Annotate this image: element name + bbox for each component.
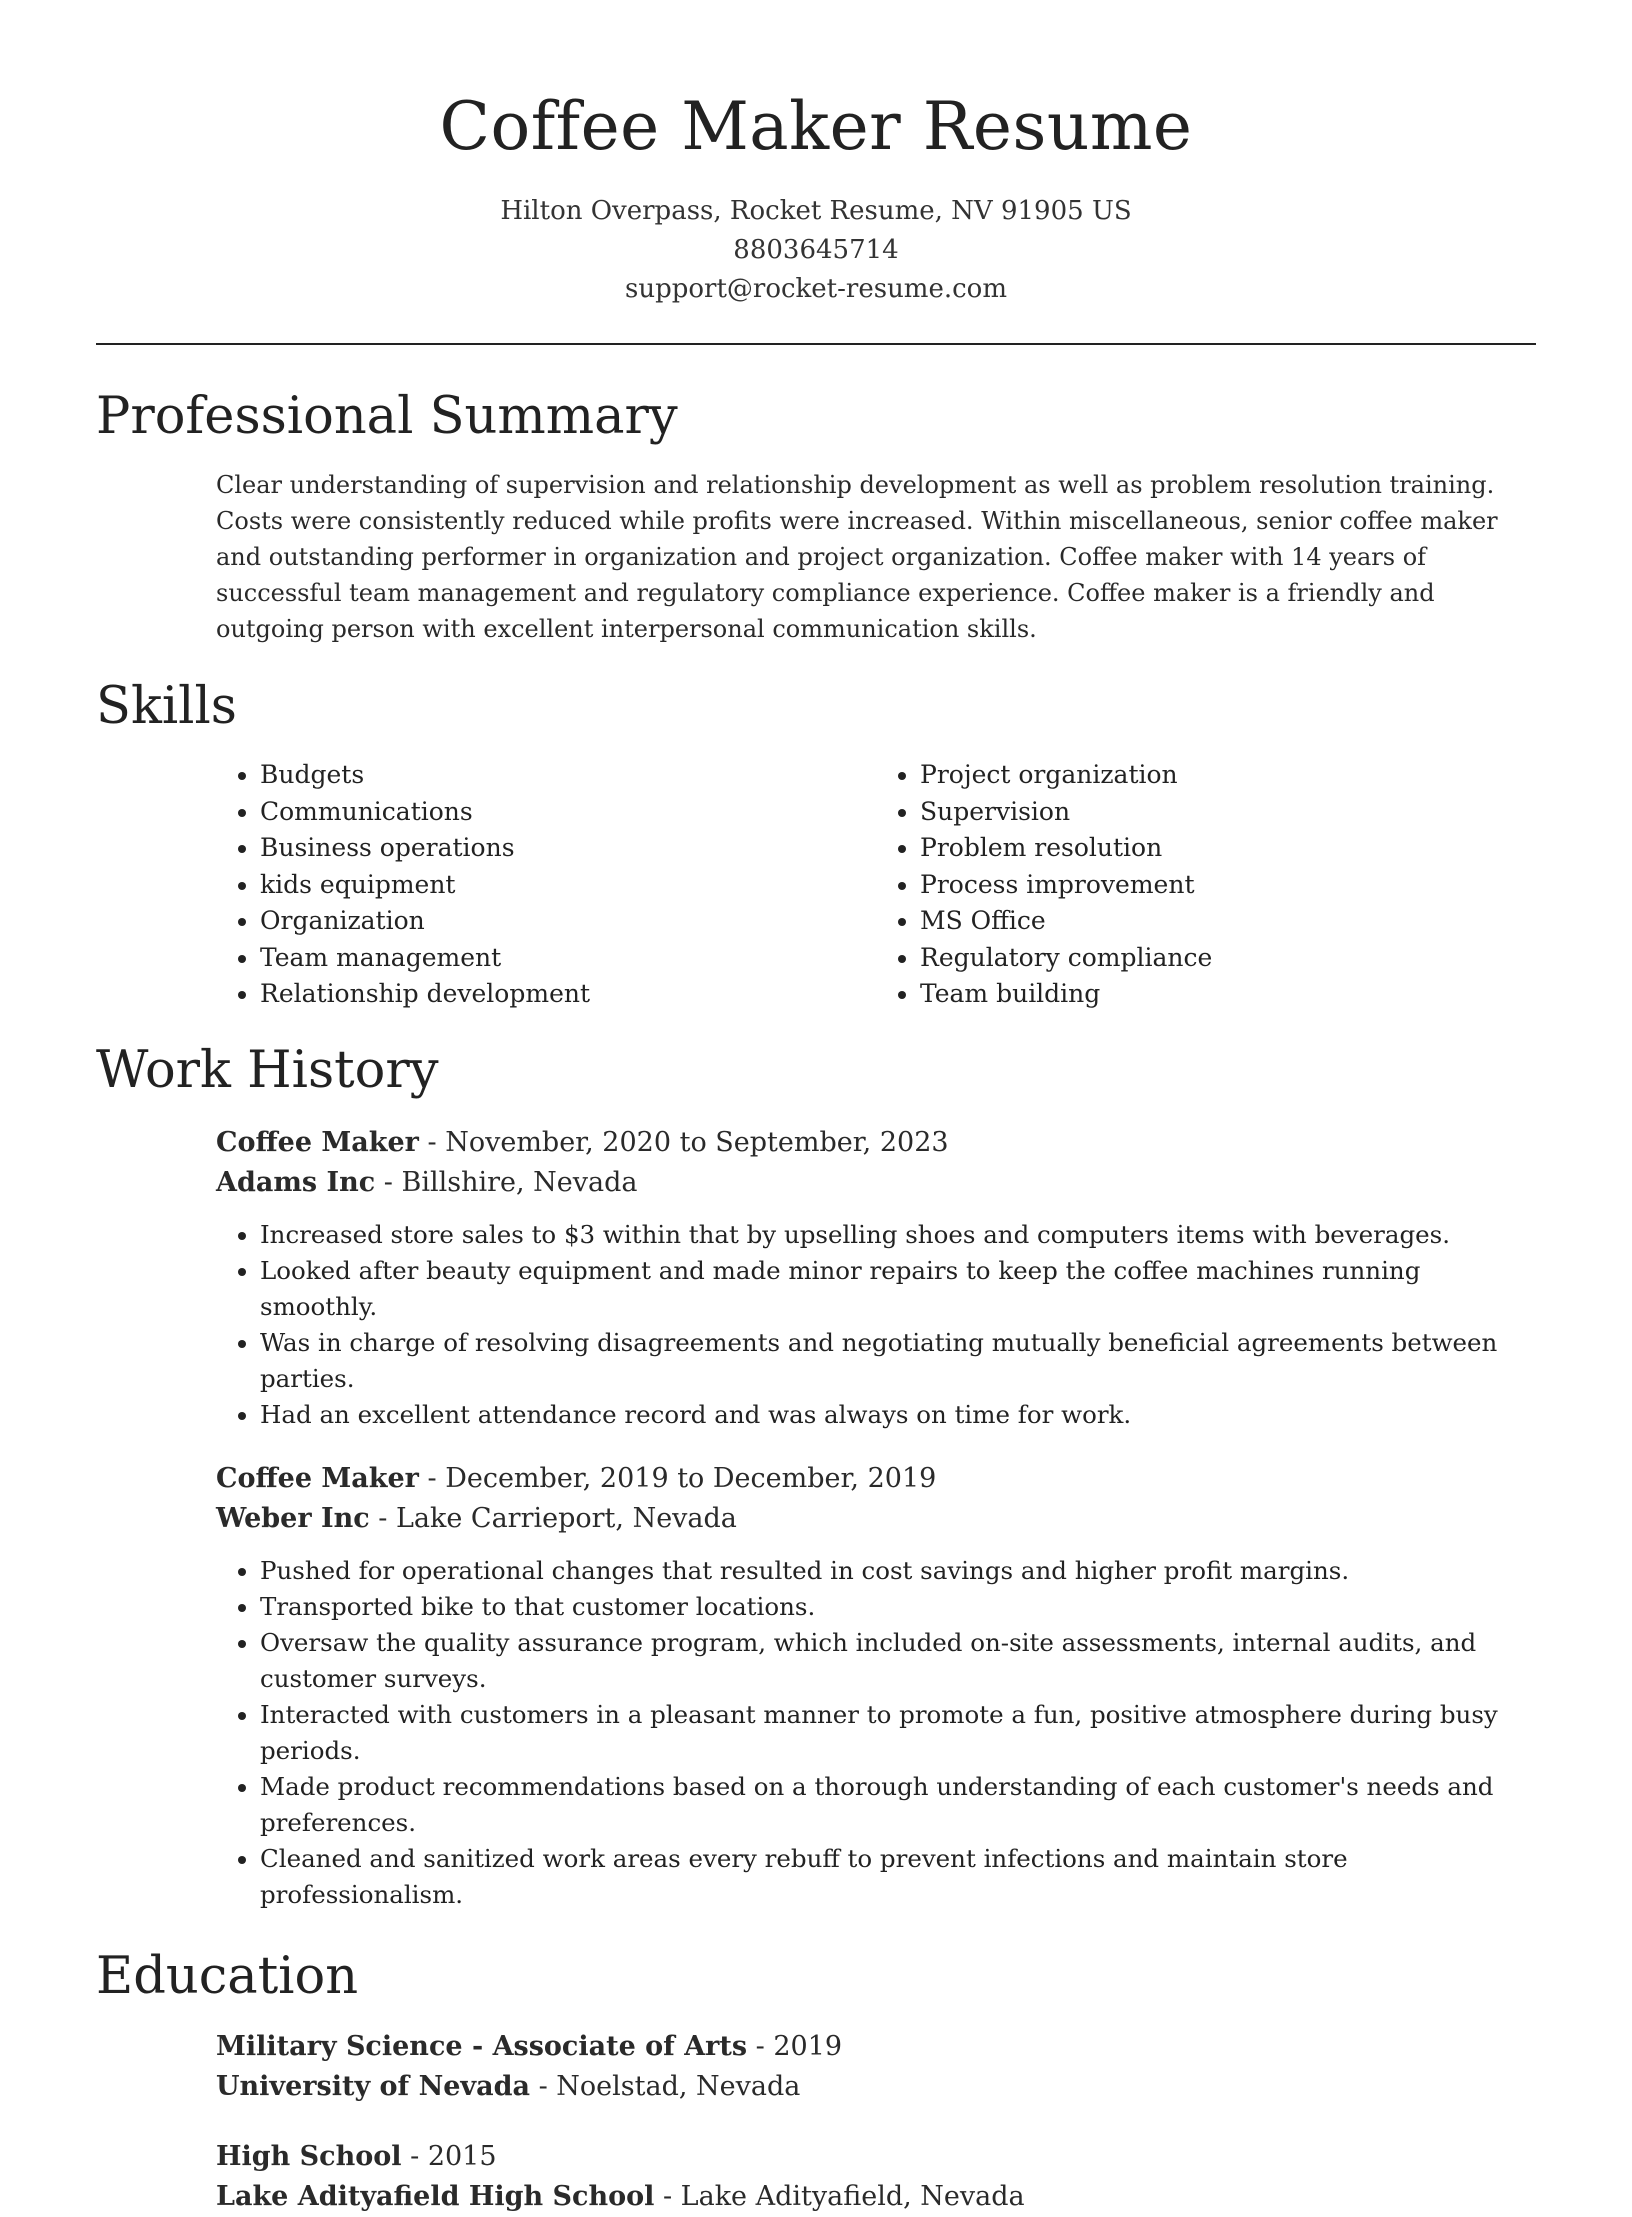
skill-item: • Organization — [260, 903, 876, 940]
resume-page — [96, 0, 1536, 2217]
job-company: Adams Inc — [216, 1166, 376, 1198]
education-school-line — [216, 2177, 1536, 2217]
job-company: Weber Inc — [216, 1502, 370, 1534]
skill-item: • Budgets — [260, 757, 876, 794]
skills-heading: Skills — [96, 677, 237, 736]
job-bullet: • Oversaw the quality assurance program, which included on-site assessments, internal audits, and customer surveys. — [260, 1625, 1536, 1697]
page-title: Coffee Maker Resume — [439, 88, 1193, 165]
job-company-line — [216, 1163, 1536, 1203]
education-location: - Lake Adityafield, Nevada — [654, 2180, 1025, 2212]
job-bullets — [216, 1217, 1536, 1433]
work-history-section — [96, 1039, 1536, 1913]
skill-item: • Team building — [920, 976, 1536, 1013]
job-company-line — [216, 1499, 1536, 1539]
education-school: Lake Adityafield High School — [216, 2180, 655, 2212]
skills-section — [96, 675, 1536, 1013]
job-bullet: • Had an excellent attendance record and was always on time for work. — [260, 1397, 1536, 1433]
job-location: - Billshire, Nevada — [375, 1166, 638, 1198]
education-location: - Noelstad, Nevada — [529, 2070, 801, 2102]
header-divider — [96, 343, 1536, 345]
address-text: Hilton Overpass, Rocket Resume, NV 91905 US — [500, 196, 1132, 226]
job-bullet: • Interacted with customers in a pleasant manner to promote a fun, positive atmosphere during busy periods. — [260, 1697, 1536, 1769]
contact-info — [96, 192, 1536, 309]
job-bullet: • Was in charge of resolving disagreements and negotiating mutually beneficial agreements between parties. — [260, 1325, 1536, 1397]
job-bullet: • Cleaned and sanitized work areas every rebuff to prevent infections and maintain store professionalism. — [260, 1841, 1536, 1913]
skills-column-right — [876, 757, 1536, 1013]
education-entry — [216, 2137, 1536, 2217]
skill-item: • MS Office — [920, 903, 1536, 940]
job-entry — [216, 1459, 1536, 1913]
skill-item: • Business operations — [260, 830, 876, 867]
job-dates: - December, 2019 to December, 2019 — [418, 1462, 937, 1494]
job-bullet: • Made product recommendations based on a thorough understanding of each customer's needs and preferences. — [260, 1769, 1536, 1841]
skill-item: • Problem resolution — [920, 830, 1536, 867]
job-position: Coffee Maker — [216, 1126, 419, 1158]
education-section — [96, 1945, 1536, 2217]
job-bullet: • Pushed for operational changes that resulted in cost savings and higher profit margins. — [260, 1553, 1536, 1589]
education-school: University of Nevada — [216, 2070, 530, 2102]
summary-heading: Professional Summary — [96, 387, 678, 446]
education-degree: High School — [216, 2140, 402, 2172]
summary-section — [96, 385, 1536, 647]
email-text: support@rocket-resume.com — [624, 274, 1007, 304]
skill-item: • kids equipment — [260, 867, 876, 904]
skill-item: • Supervision — [920, 794, 1536, 831]
resume-header — [96, 0, 1536, 309]
education-school-line — [216, 2067, 1536, 2107]
education-degree: Military Science - Associate of Arts — [216, 2030, 748, 2062]
education-year: - 2015 — [401, 2140, 497, 2172]
skill-item: • Project organization — [920, 757, 1536, 794]
skill-item: • Relationship development — [260, 976, 876, 1013]
education-entry — [216, 2027, 1536, 2107]
education-heading: Education — [96, 1946, 359, 2006]
skill-item: • Regulatory compliance — [920, 940, 1536, 977]
skills-grid — [216, 757, 1536, 1013]
job-bullet: • Looked after beauty equipment and made minor repairs to keep the coffee machines running smoothly. — [260, 1253, 1536, 1325]
job-title-line — [216, 1459, 1536, 1499]
job-bullets — [216, 1553, 1536, 1913]
job-dates: - November, 2020 to September, 2023 — [418, 1126, 949, 1158]
work-history-heading: Work History — [96, 1040, 439, 1100]
skill-item: • Process improvement — [920, 867, 1536, 904]
job-bullet: • Increased store sales to $3 within that by upselling shoes and computers items with beverages. — [260, 1217, 1536, 1253]
skill-item: • Team management — [260, 940, 876, 977]
skill-item: • Communications — [260, 794, 876, 831]
education-degree-line — [216, 2027, 1536, 2067]
job-bullet: • Transported bike to that customer locations. — [260, 1589, 1536, 1625]
job-entry — [216, 1123, 1536, 1433]
education-degree-line — [216, 2137, 1536, 2177]
job-location: - Lake Carrieport, Nevada — [369, 1502, 737, 1534]
education-year: - 2019 — [747, 2030, 843, 2062]
summary-paragraph: Clear understanding of supervision and relationship development as well as problem resolution training. Costs were consistently reduced while profits were increased. Within miscellaneous, senior coffee maker and outstanding performer in organization and project organization. Coffee maker with 14 years of successful team management and regulatory compliance experience. Coffee maker is a friendly and outgoing person with excellent interpersonal communication skills. — [216, 471, 1498, 643]
skills-column-left — [216, 757, 876, 1013]
phone-text: 8803645714 — [733, 235, 899, 265]
job-position: Coffee Maker — [216, 1462, 419, 1494]
job-title-line — [216, 1123, 1536, 1163]
